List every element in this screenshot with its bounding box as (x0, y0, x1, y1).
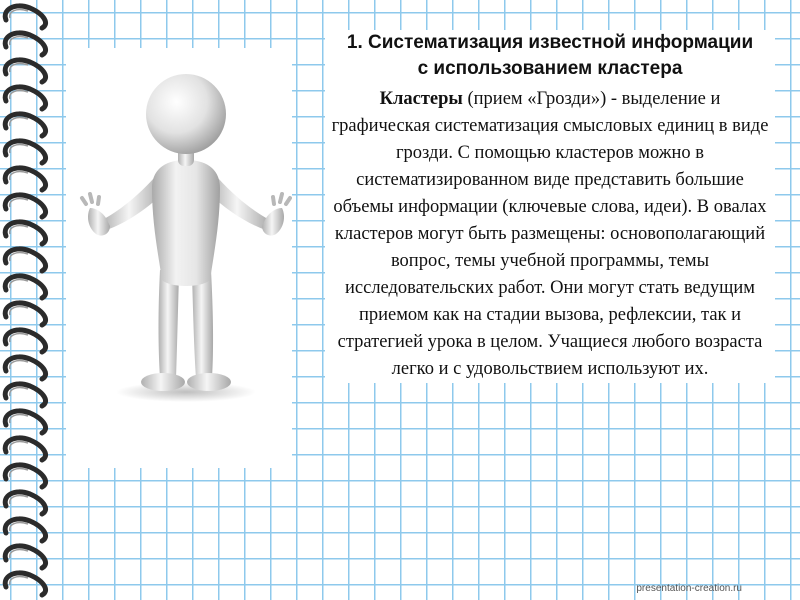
slide-body-text (325, 86, 775, 383)
spiral-ring (5, 33, 45, 55)
spiral-ring-highlight (10, 91, 28, 99)
spiral-ring (5, 519, 45, 541)
spiral-ring-highlight (10, 280, 28, 288)
spiral-ring-highlight (10, 10, 28, 18)
spiral-ring (5, 384, 45, 406)
spiral-ring (5, 168, 45, 190)
spiral-ring (5, 276, 45, 298)
spiral-ring-highlight (10, 550, 28, 558)
spiral-ring-highlight (10, 361, 28, 369)
spiral-ring (5, 438, 45, 460)
lead-term: Кластеры (379, 89, 463, 109)
spiral-ring-highlight (10, 226, 28, 234)
watermark-text: presentation-creation.ru (636, 583, 742, 594)
body-paragraph: (прием «Грозди») - выделение и графическая систематизация смысловых единиц в виде грозди. С помощью кластеров можно в систематизированном виде представить большие объемы информации (ключевые слова, идеи). В овалах кластеров могут быть размещены: основополагающий вопрос, темы учебной программы, темы исследовательских работ. Они могут стать ведущим приемом как на стадии вызова, рефлексии, так и стратегией урока в целом. Учащиеся любого возраста легко и с удовольствием используют их. (331, 89, 769, 379)
spiral-ring-highlight (10, 442, 28, 450)
spiral-ring (5, 411, 45, 433)
spiral-ring-highlight (10, 334, 28, 342)
spiral-ring (5, 222, 45, 244)
spiral-ring-highlight (10, 37, 28, 45)
spiral-ring (5, 357, 45, 379)
spiral-ring-highlight (10, 523, 28, 531)
spiral-ring-highlight (10, 172, 28, 180)
spiral-ring (5, 546, 45, 568)
spiral-ring-highlight (10, 118, 28, 126)
spiral-ring-highlight (10, 199, 28, 207)
spiral-ring (5, 330, 45, 352)
spiral-ring-highlight (10, 415, 28, 423)
spiral-ring (5, 141, 45, 163)
spiral-ring-highlight (10, 307, 28, 315)
spiral-binding-icon (0, 0, 62, 600)
spiral-ring (5, 303, 45, 325)
spiral-ring-highlight (10, 388, 28, 396)
spiral-ring (5, 195, 45, 217)
slide-title: 1. Систематизация известной информации с использованием кластера (346, 32, 754, 79)
slide-content (325, 30, 775, 383)
spiral-ring (5, 573, 45, 595)
spiral-ring (5, 492, 45, 514)
spiral-ring (5, 465, 45, 487)
spiral-ring-highlight (10, 145, 28, 153)
spiral-ring-highlight (10, 253, 28, 261)
person-figure-icon (66, 48, 292, 468)
spiral-ring (5, 87, 45, 109)
spiral-ring-highlight (10, 64, 28, 72)
spiral-ring (5, 249, 45, 271)
spiral-ring (5, 114, 45, 136)
spiral-ring-highlight (10, 577, 28, 585)
spiral-ring-highlight (10, 469, 28, 477)
spiral-ring (5, 60, 45, 82)
spiral-ring-highlight (10, 496, 28, 504)
figure-panel (66, 48, 292, 468)
spiral-ring (5, 6, 45, 28)
